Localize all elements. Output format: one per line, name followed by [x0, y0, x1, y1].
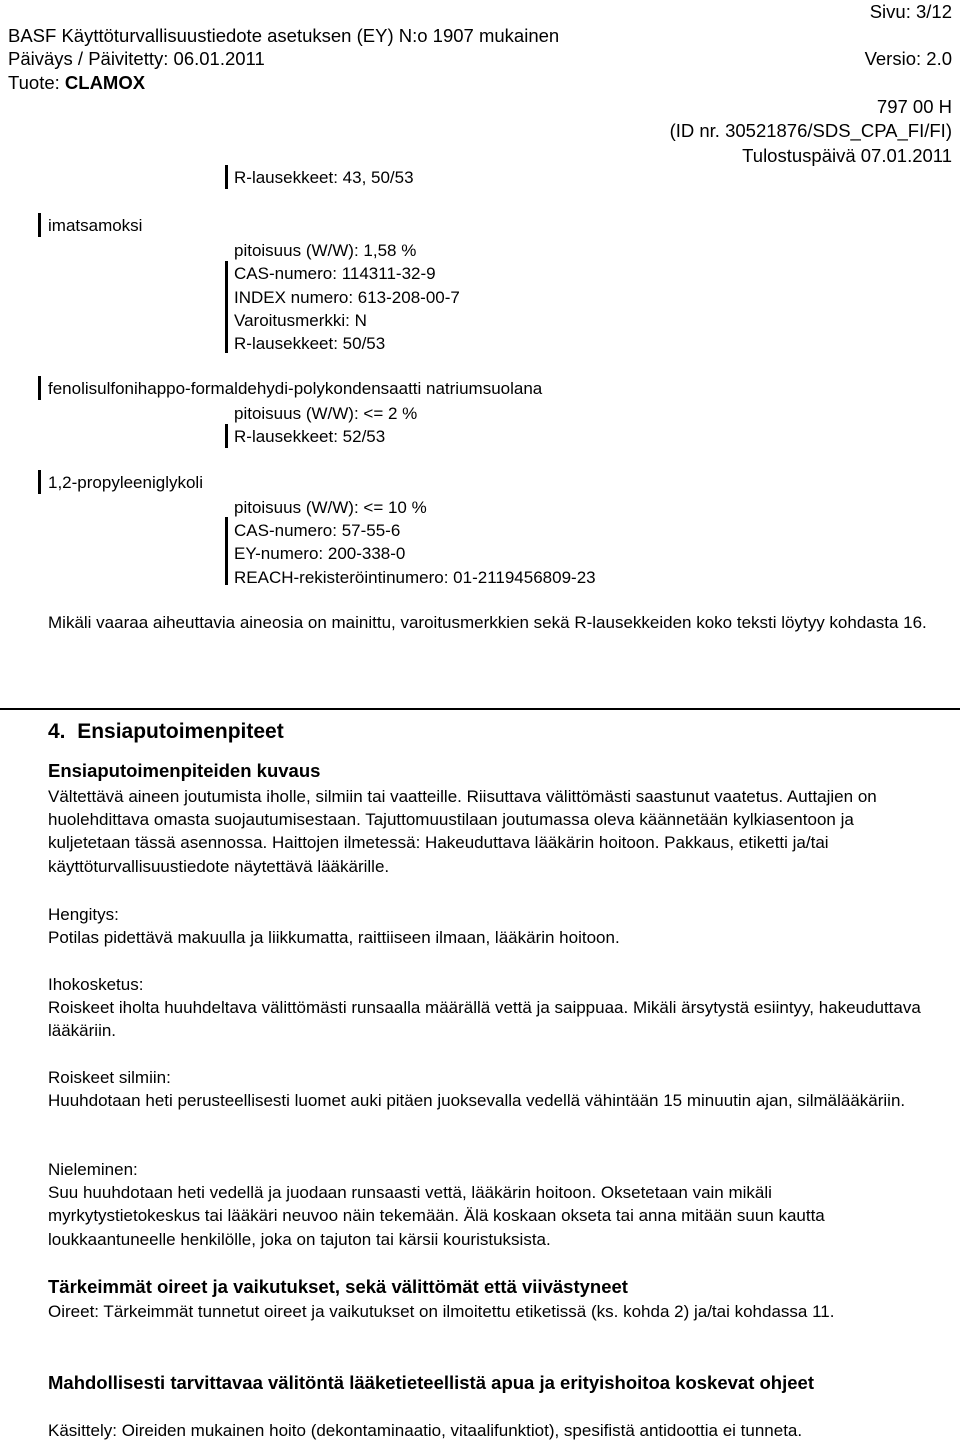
- change-bar: [38, 470, 41, 494]
- product-name: CLAMOX: [64, 72, 146, 93]
- ingredient-name: fenolisulfonihappo-formaldehydi-polykondensaatti natriumsuolana: [48, 379, 543, 398]
- product-label: Tuote:: [8, 72, 65, 93]
- section-divider: [0, 708, 960, 710]
- page-number: Sivu: 3/12: [869, 1, 952, 22]
- previous-r-phrases: R-lausekkeet: 43, 50/53: [234, 168, 414, 187]
- change-bar: [38, 376, 41, 400]
- care-text: Käsittely: Oireiden mukainen hoito (dekontaminaatio, vitaalifunktiot), spesifistä antidoottia ei tunneta.: [48, 1421, 803, 1440]
- ingestion-text: Suu huuhdotaan heti vedellä ja juodaan runsaasti vettä, lääkärin hoitoon. Oksetetaan vain mikäli myrkytystietokeskus tai lääkäri neuvoo näin tekemään. Älä koskaan okseta tai anna mitään suun kautta loukkaantuneelle henkilölle, joka on tajuton tai kärsii kouristuksista.: [48, 1183, 825, 1249]
- document-id: (ID nr. 30521876/SDS_CPA_FI/FI): [669, 120, 952, 141]
- ingredient-r-phrases: R-lausekkeet: 50/53: [234, 334, 386, 353]
- ingredient-r-phrases: R-lausekkeet: 52/53: [234, 427, 386, 446]
- skin-contact-block: [48, 973, 928, 1043]
- change-bar: [225, 261, 228, 353]
- document-title: BASF Käyttöturvallisuustiedote asetuksen (EY) N:o 1907 mukainen: [8, 25, 560, 46]
- ingredient-index: INDEX numero: 613-208-00-7: [234, 288, 460, 307]
- ingredient-concentration: pitoisuus (W/W): <= 10 %: [234, 498, 427, 517]
- revision-date: Päiväys / Päivitetty: 06.01.2011: [8, 48, 265, 69]
- ingredient-ec: EY-numero: 200-338-0: [234, 544, 406, 563]
- ingredient-warning: Varoitusmerkki: N: [234, 311, 367, 330]
- section-heading: [48, 720, 284, 744]
- version: Versio: 2.0: [864, 48, 952, 69]
- eye-contact-label: Roiskeet silmiin:: [48, 1068, 171, 1087]
- eye-contact-text: Huuhdotaan heti perusteellisesti luomet auki pitäen juoksevalla vedellä vähintään 15 minuutin ajan, silmälääkäriin.: [48, 1091, 906, 1111]
- print-date: Tulostuspäivä 07.01.2011: [742, 145, 952, 166]
- subsection-heading: Mahdollisesti tarvittavaa välitöntä lääketieteellistä apua ja erityishoitoa koskevat ohjeet: [48, 1372, 814, 1393]
- ingredient-reach: REACH-rekisteröintinumero: 01-2119456809-23: [234, 568, 596, 587]
- inhalation-label: Hengitys:: [48, 905, 119, 924]
- ingredient-concentration: pitoisuus (W/W): 1,58 %: [234, 241, 417, 260]
- change-bar: [225, 165, 228, 189]
- ingestion-block: [48, 1158, 928, 1251]
- ingestion-label: Nieleminen:: [48, 1160, 138, 1179]
- change-bar: [38, 213, 41, 237]
- ingredient-cas: CAS-numero: 114311-32-9: [234, 264, 436, 283]
- section-number: 4.: [48, 720, 66, 743]
- ingredient-cas: CAS-numero: 57-55-6: [234, 521, 401, 540]
- hazard-note: Mikäli vaaraa aiheuttavia aineosia on mainittu, varoitusmerkkien sekä R-lausekkeiden koko teksti löytyy kohdasta 16.: [48, 613, 927, 632]
- inhalation-text: Potilas pidettävä makuulla ja liikkumatta, raittiiseen ilmaan, lääkärin hoitoon.: [48, 928, 620, 948]
- ingredient-concentration: pitoisuus (W/W): <= 2 %: [234, 404, 418, 423]
- symptoms-text: Oireet: Tärkeimmät tunnetut oireet ja vaikutukset on ilmoitettu etiketissä (ks. kohda 2) ja/tai kohdassa 11.: [48, 1302, 835, 1321]
- change-bar: [225, 424, 228, 448]
- ingredient-name: 1,2-propyleeniglykoli: [48, 473, 203, 492]
- ingredient-name: imatsamoksi: [48, 216, 143, 235]
- eye-contact-block: [48, 1066, 928, 1112]
- product-line: [8, 72, 145, 94]
- subsection-heading: Ensiaputoimenpiteiden kuvaus: [48, 760, 321, 781]
- section-title: Ensiaputoimenpiteet: [77, 720, 284, 743]
- skin-contact-label: Ihokosketus:: [48, 975, 144, 994]
- subsection-heading: Tärkeimmät oireet ja vaikutukset, sekä välittömät että viivästyneet: [48, 1276, 628, 1297]
- change-bar: [225, 517, 228, 585]
- inhalation-block: [48, 903, 928, 949]
- skin-contact-text: Roiskeet iholta huuhdeltava välittömästi runsaalla määrällä vettä ja saippuaa. Mikäli ärsytystä esiintyy, hakeuduttava lääkäriin.: [48, 998, 921, 1041]
- first-aid-description: Vältettävä aineen joutumista iholle, silmiin tai vaatteille. Riisuttava välittömästi saastunut vaatetus. Auttajien on huolehdittava omasta suojautumisestaan. Tajuttomuustilaan joutumassa oleva käännetään kylkiasentoon ja kuljetetaan tässä asennossa. Haittojen ilmetessä: Hakeuduttava lääkärin hoitoon. Pakkaus, etiketti ja/tai käyttöturvallisuustiedote näytettävä lääkärille.: [48, 787, 877, 876]
- product-code: 797 00 H: [876, 96, 952, 117]
